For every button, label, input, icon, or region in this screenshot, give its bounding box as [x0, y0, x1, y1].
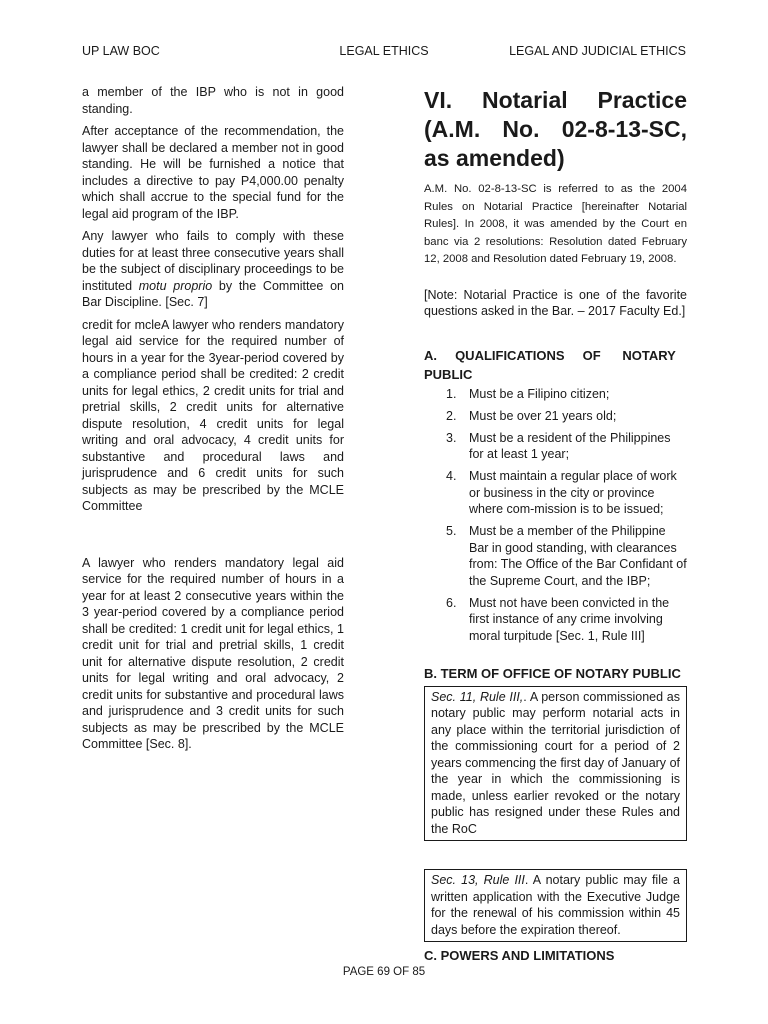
header-center-text: LEGAL ETHICS: [339, 44, 429, 58]
header-left-text: UP LAW BOC: [82, 44, 160, 58]
intro-paragraph: A.M. No. 02-8-13-SC is referred to as the 2004 Rules on Notarial Practice [hereinafter Notarial Rules]. In 2008, it was amended by the Court en banc via 2 resolutions: Resolution dated February 12, 2008 and Resolution dated February 19, 2008.: [424, 183, 687, 265]
qualifications-list: [424, 386, 687, 645]
header-right-text: LEGAL AND JUDICIAL ETHICS: [509, 44, 686, 58]
right-column: [424, 84, 687, 965]
list-number: 4.: [446, 469, 457, 483]
list-number: 3.: [446, 430, 457, 445]
list-text: Must maintain a regular place of work or business in the city or province where com-mission is to be issued;: [469, 469, 677, 516]
section-c-heading: C. POWERS AND LIMITATIONS: [424, 948, 615, 963]
box2-citation: Sec. 13, Rule III: [431, 873, 525, 887]
section-b-heading: B. TERM OF OFFICE OF NOTARY PUBLIC: [424, 666, 681, 681]
list-item: [424, 468, 687, 518]
faculty-note: [Note: Notarial Practice is one of the favorite questions asked in the Bar. – 2017 Faculty Ed.]: [424, 287, 687, 318]
box2-text: . A notary public may file a written application with the Executive Judge for the renewal of his commission within 45 days before the expiration thereof.: [431, 873, 681, 937]
list-item: [424, 523, 687, 589]
paragraph-disciplinary-part1: Any lawyer who fails to comply with these duties for at least three consecutive years shall be the subject of disciplinary proceedings to be instituted: [82, 229, 344, 293]
list-number: 5.: [446, 524, 457, 538]
list-item: [424, 408, 687, 425]
paragraph-acceptance: After acceptance of the recommendation, the lawyer shall be declared a member not in good standing. He will be furnished a notice that includes a directive to pay P4,000.00 penalty which shall accrue to the special fund for the legal aid program of the IBP.: [82, 124, 344, 221]
heading-a-letter: A.: [424, 347, 437, 363]
paragraph-ibp-standing: a member of the IBP who is not in good standing.: [82, 85, 344, 116]
section-title: VI. Notarial Practice (A.M. No. 02-8-13-SC, as amended): [424, 87, 687, 171]
term-of-office-box: [424, 686, 687, 842]
list-number: 2.: [446, 408, 457, 423]
list-number: 1.: [446, 386, 457, 401]
heading-a-word1: QUALIFICATIONS: [455, 347, 565, 363]
list-text: Must be a Filipino citizen;: [469, 386, 610, 401]
heading-a-word3: NOTARY: [622, 347, 676, 363]
list-item: [424, 595, 687, 645]
motu-proprio-text: motu proprio: [138, 278, 213, 293]
box1-citation: Sec. 11, Rule III,: [431, 689, 524, 704]
list-item: [424, 386, 687, 403]
left-column: [82, 84, 344, 759]
box1-text: . A person commissioned as notary public may perform notarial acts in any place within the territorial jurisdiction of the commissioning court for a period of 2 years commencing the first day of January of the year in which the commissioning is made, unless earlier revoked or the notary public has resigned under these Rules and the RoC: [431, 689, 681, 836]
renewal-box: [424, 869, 687, 942]
heading-a-word2: OF: [582, 347, 601, 363]
paragraph-mcle-credit-2year: A lawyer who renders mandatory legal aid service for the required number of hours in a year for at least 2 consecutive years within the 3 year-period covered by a compliance period shall be credited: 1 credit unit for legal ethics, 1 credit unit for trial and pretrial skills, 1 credit unit for alternative dispute resolution, 2 credit units for legal writing and oral advocacy, 2 credit units for substantive and procedural laws and jurisprudence and 3 credit units for such subjects as may be prescribed by the MCLE Committee [Sec. 8].: [82, 555, 344, 751]
paragraph-disciplinary-part2: by the Committee on Bar Discipline. [Sec. 7]: [82, 278, 344, 309]
list-number: 6.: [446, 595, 457, 610]
page-number: PAGE 69 OF 85: [342, 966, 426, 978]
page-header: [0, 44, 768, 64]
section-a-heading: [424, 346, 687, 385]
list-text: Must be a member of the Philippine Bar in good standing, with clearances from: The Office of the Bar Confidant of the Supreme Court, and the IBP;: [469, 524, 687, 588]
paragraph-disciplinary: [82, 228, 344, 311]
list-text: Must be a resident of the Philippines for at least 1 year;: [469, 430, 671, 461]
paragraph-mcle-credit-3year: credit for mcleA lawyer who renders mandatory legal aid service for the required number of hours in a year for the 3year-period covered by a compliance period shall be credited: 2 credit units for legal ethics, 2 credit units for trial and pretrial skills, 2 credit units for alternative dispute resolution, 4 credit units for legal writing and oral advocacy, 4 credit units for substantive and procedural laws and jurisprudence and 6 credit units for such subjects as may be prescribed by the MCLE Committee: [82, 317, 344, 513]
list-text: Must not have been convicted in the first instance of any crime involving moral turpitude [Sec. 1, Rule III]: [469, 595, 670, 643]
list-item: [424, 430, 687, 463]
heading-a-end: PUBLIC: [424, 367, 473, 382]
list-text: Must be over 21 years old;: [469, 408, 617, 423]
